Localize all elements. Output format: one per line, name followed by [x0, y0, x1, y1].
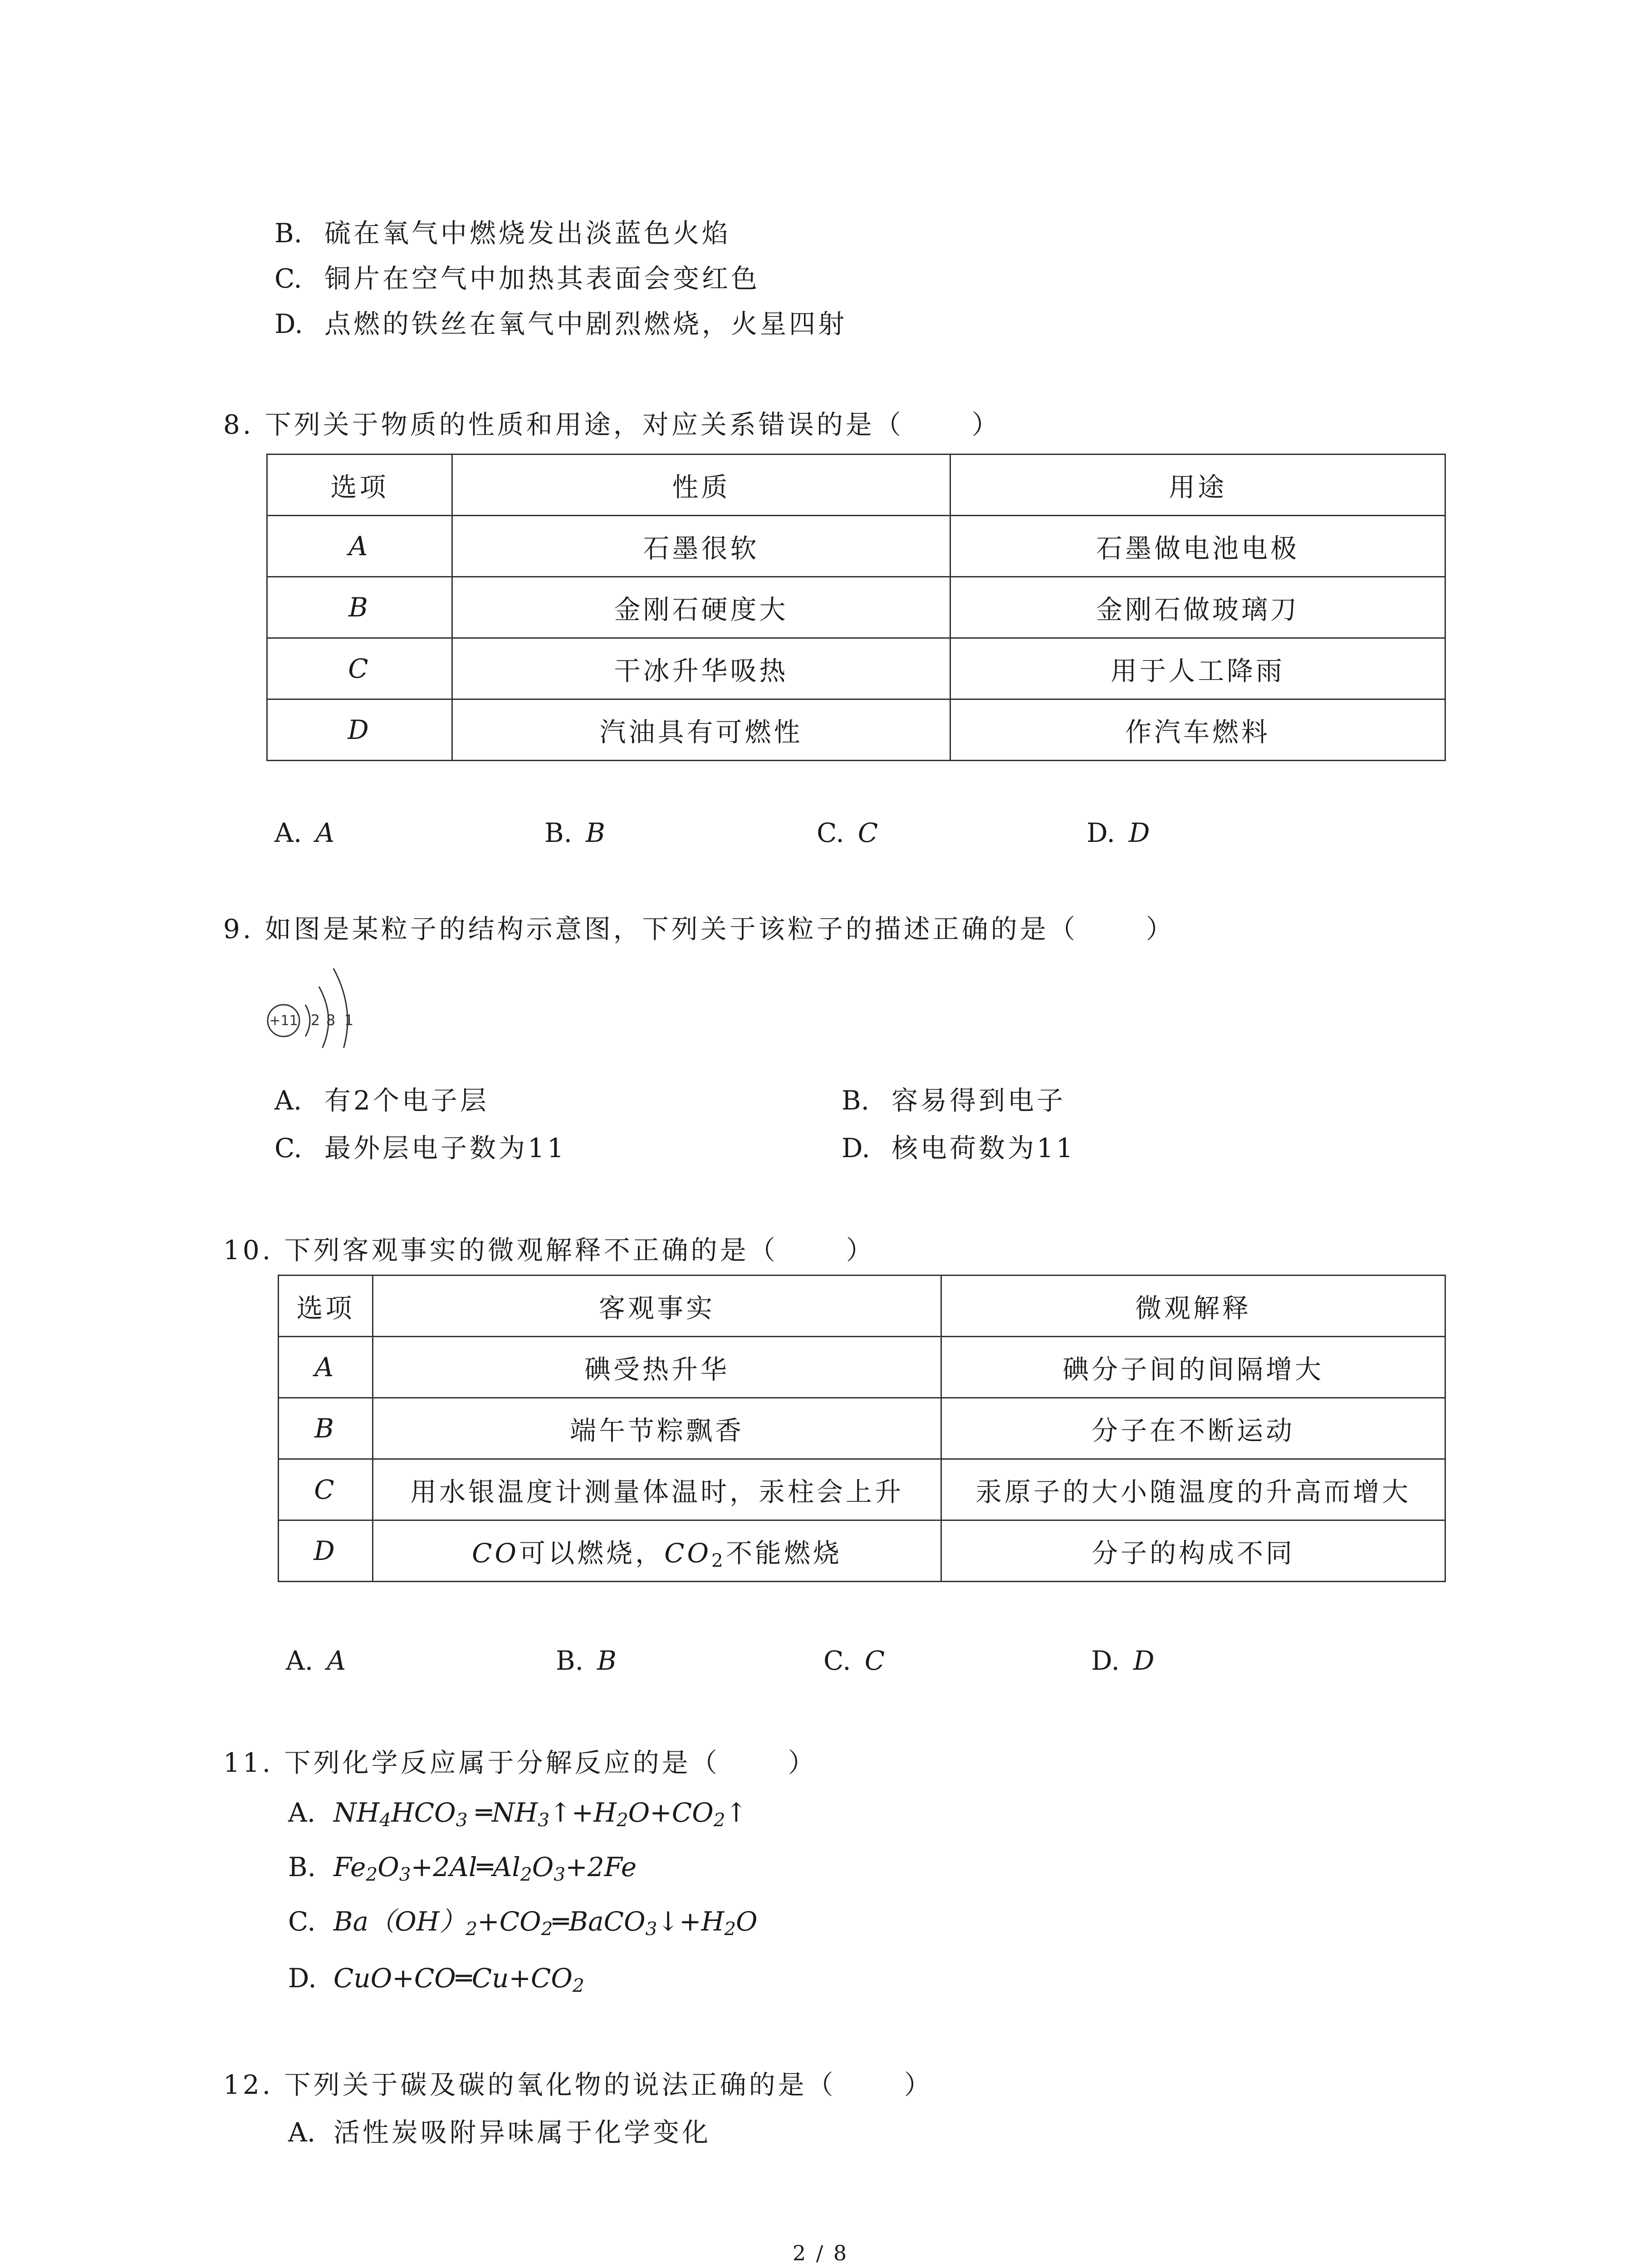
table-cell: A	[279, 1337, 373, 1398]
q7-option-d: D. 点燃的铁丝在氧气中剧烈燃烧，火星四射	[274, 308, 847, 339]
q11-option-a[interactable]: A. $NH_4HCO_3$ $═NH_3↑+H_2O+CO_2↑$	[288, 1797, 748, 1831]
q8-table	[266, 454, 1446, 761]
table-header-row	[267, 455, 1445, 516]
table-cell: 石墨很软	[452, 516, 950, 577]
table-cell: 作汽车燃料	[950, 699, 1445, 761]
q11-stem: 11. 下列化学反应属于分解反应的是（ ）	[223, 1747, 817, 1778]
q8-choice-b[interactable]: B. B	[544, 817, 605, 848]
table-cell: C	[279, 1459, 373, 1520]
q12-option-a[interactable]: A. 活性炭吸附异味属于化学变化	[288, 2117, 711, 2148]
q9-option-d[interactable]: D. 核电荷数为11	[842, 1133, 1076, 1163]
table-row	[279, 1520, 1445, 1582]
table-cell: 用于人工降雨	[950, 638, 1445, 699]
q9-option-b[interactable]: B. 容易得到电子	[842, 1085, 1066, 1116]
table-row	[267, 516, 1445, 577]
table-row	[279, 1459, 1445, 1520]
q10-table	[278, 1275, 1446, 1582]
table-header-cell: 微观解释	[941, 1276, 1445, 1337]
q8-stem: 8. 下列关于物质的性质和用途，对应关系错误的是（ ）	[223, 409, 1001, 440]
table-cell: 用水银温度计测量体温时，汞柱会上升	[373, 1459, 941, 1520]
table-cell: 分子在不断运动	[941, 1398, 1445, 1459]
table-cell: C	[267, 638, 452, 699]
q9-option-a[interactable]: A. 有2个电子层	[274, 1085, 489, 1116]
table-cell: 汽油具有可燃性	[452, 699, 950, 761]
q9-option-c[interactable]: C. 最外层电子数为11	[274, 1133, 567, 1163]
table-cell: A	[267, 516, 452, 577]
table-row	[279, 1398, 1445, 1459]
shell-electrons-1: 2	[310, 1012, 320, 1029]
shell-electrons-3: 1	[344, 1012, 354, 1029]
electron-shell-3	[333, 968, 348, 1048]
q10-stem: 10. 下列客观事实的微观解释不正确的是（ ）	[223, 1235, 875, 1266]
atom-structure-diagram	[265, 948, 370, 1048]
q11-option-c[interactable]: C. $Ba(OH)_2+CO_2═BaCO_3↓+H_2O$	[288, 1906, 758, 1940]
table-cell: 金刚石硬度大	[452, 577, 950, 638]
q11-option-d[interactable]: D. $CuO+CO═Cu+CO_2$	[288, 1963, 584, 1997]
table-row	[279, 1337, 1445, 1398]
table-cell: 端午节粽飘香	[373, 1398, 941, 1459]
table-cell: B	[267, 577, 452, 638]
electron-shell-1	[305, 1005, 310, 1036]
table-cell: 碘受热升华	[373, 1337, 941, 1398]
q9-stem: 9. 如图是某粒子的结构示意图，下列关于该粒子的描述正确的是（ ）	[223, 914, 1175, 944]
q10-choice-b[interactable]: B. B	[556, 1645, 617, 1676]
table-cell: D	[267, 699, 452, 761]
equation: $NH_4HCO_3$ $═NH_3↑+H_2O+CO_2↑$	[333, 1797, 748, 1831]
q12-stem: 12. 下列关于碳及碳的氧化物的说法正确的是（ ）	[223, 2069, 933, 2100]
table-cell: D	[279, 1520, 373, 1582]
q10-choice-a[interactable]: A. A	[286, 1645, 346, 1676]
q7-option-b: B. 硫在氧气中燃烧发出淡蓝色火焰	[274, 218, 731, 249]
q11-option-b[interactable]: B. $Fe_2O_3+2Al═Al_2O_3+2Fe$	[288, 1852, 637, 1886]
equation: $Fe_2O_3+2Al═Al_2O_3+2Fe$	[333, 1852, 637, 1886]
table-cell: 干冰升华吸热	[452, 638, 950, 699]
table-row	[267, 638, 1445, 699]
equation: $CuO+CO═Cu+CO_2$	[333, 1963, 584, 1997]
table-cell: 碘分子间的间隔增大	[941, 1337, 1445, 1398]
q8-choice-c[interactable]: C. C	[817, 817, 878, 848]
equation: $Ba(OH)_2+CO_2═BaCO_3↓+H_2O$	[333, 1906, 758, 1940]
table-header-cell: 选项	[267, 455, 452, 516]
table-row	[267, 577, 1445, 638]
q8-choice-d[interactable]: D. D	[1087, 817, 1150, 848]
q8-choice-a[interactable]: A. A	[274, 817, 335, 848]
table-row	[267, 699, 1445, 761]
table-cell: 分子的构成不同	[941, 1520, 1445, 1582]
table-cell: CO可以燃烧，$CO_2$不能燃烧	[373, 1520, 941, 1582]
nucleus-charge: +11	[269, 1013, 298, 1029]
shell-electrons-2: 8	[326, 1012, 336, 1029]
table-header-cell: 性质	[452, 455, 950, 516]
table-header-row	[279, 1276, 1445, 1337]
q10-choice-c[interactable]: C. C	[823, 1645, 885, 1676]
table-cell: 石墨做电池电极	[950, 516, 1445, 577]
table-cell: 汞原子的大小随温度的升高而增大	[941, 1459, 1445, 1520]
table-header-cell: 客观事实	[373, 1276, 941, 1337]
table-cell: B	[279, 1398, 373, 1459]
table-cell: 金刚石做玻璃刀	[950, 577, 1445, 638]
table-header-cell: 选项	[279, 1276, 373, 1337]
page-number: 2 / 8	[792, 2241, 849, 2265]
table-header-cell: 用途	[950, 455, 1445, 516]
q10-choice-d[interactable]: D. D	[1091, 1645, 1155, 1676]
q7-option-c: C. 铜片在空气中加热其表面会变红色	[274, 263, 760, 294]
